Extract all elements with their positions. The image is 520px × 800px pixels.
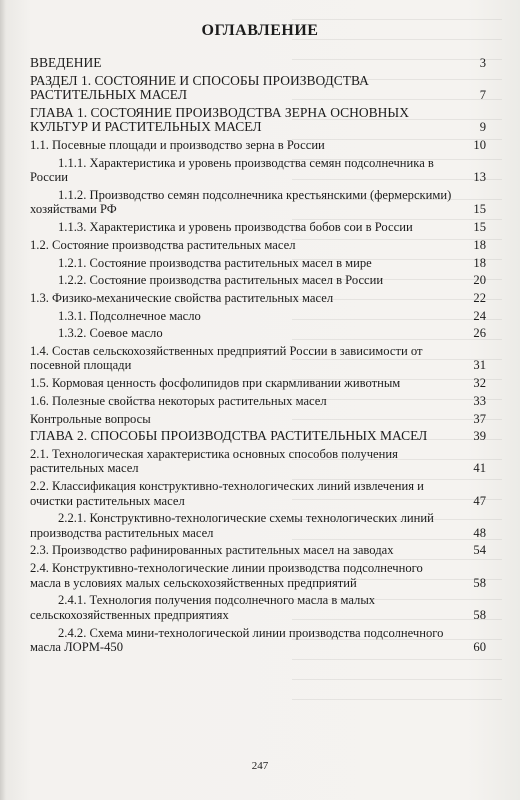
toc-entry-title: 2.3. Производство рафинированных растительных масел на заводах (30, 543, 394, 558)
toc-entry-title: 2.4.1. Технология получения подсолнечного масла в малых сельскохозяйственных предприятиях (30, 593, 376, 622)
toc-entry-page: 60 (473, 640, 486, 654)
toc-entry-title: 1.4. Состав сельскохозяйственных предприятий России в зависимости от посевной площади (30, 343, 423, 373)
toc-entry-title: РАЗДЕЛ 1. СОСТОЯНИЕ И СПОСОБЫ ПРОИЗВОДСТВА РАСТИТЕЛЬНЫХ МАСЕЛ (30, 72, 369, 103)
toc-entry-page: 3 (479, 56, 486, 70)
toc-entry-title: 1.1.2. Производство семян подсолнечника крестьянскими (фермерскими) хозяйствами РФ (30, 187, 452, 217)
toc-entry-title: 1.1.3. Характеристика и уровень производства бобов сои в России (58, 220, 413, 235)
toc-entry-page: 54 (473, 543, 486, 558)
toc-entry-page: 32 (473, 376, 486, 391)
toc-entry-title: 1.1.1. Характеристика и уровень производства семян подсолнечника в России (30, 155, 434, 185)
toc-entry-page: 58 (473, 607, 486, 622)
page-gutter-shadow (0, 0, 6, 800)
toc-entry-title: ВВЕДЕНИЕ (30, 55, 102, 70)
toc-entry-page: 31 (473, 358, 486, 373)
toc-entry (30, 309, 486, 324)
toc-entry-title: 2.1. Технологическая характеристика основных способов получения растительных масел (30, 446, 398, 476)
toc-entry-page: 33 (473, 393, 486, 408)
page-number: 247 (251, 760, 269, 772)
toc-entry-page: 26 (473, 326, 486, 341)
toc-entry (30, 238, 486, 253)
toc-entry-title: 2.4.2. Схема мини-технологической линии производства подсолнечного масла ЛОРМ-450 (30, 625, 444, 654)
toc-entry (30, 344, 486, 373)
toc-entry (30, 326, 486, 341)
toc-entry-page: 48 (473, 525, 486, 540)
toc-entry-title: 2.4. Конструктивно-технологические линии производства подсолнечного масла в условиях малых сельскохозяйственных предприятий (30, 561, 423, 590)
toc-entry-page: 15 (473, 202, 486, 217)
toc-entry (30, 138, 486, 153)
toc-entry-page: 7 (479, 88, 486, 103)
toc-entry (30, 394, 486, 409)
toc-entry-page: 18 (473, 237, 486, 252)
toc-entry (30, 429, 486, 444)
toc-entry-page: 18 (473, 255, 486, 270)
toc-entry-page: 39 (473, 429, 486, 444)
toc-entry-title: 1.3.1. Подсолнечное масло (58, 308, 201, 323)
toc-entry (30, 412, 486, 427)
toc-entry-page: 15 (473, 220, 486, 235)
toc-entry-title: 1.1. Посевные площади и производство зерна в России (30, 138, 325, 153)
toc-entry-title: 1.5. Кормовая ценность фосфолипидов при скармливании животным (30, 376, 401, 391)
toc-entry (30, 593, 486, 622)
toc-entry-title: 2.2. Классификация конструктивно-технологических линий извлечения и очистки растительных масел (30, 479, 424, 508)
toc-entry (30, 291, 486, 306)
toc-entry-title: ГЛАВА 2. СПОСОБЫ ПРОИЗВОДСТВА РАСТИТЕЛЬНЫХ МАСЕЛ (30, 428, 428, 444)
toc-entry-title: 1.3.2. Соевое масло (58, 326, 163, 341)
toc-entry-page: 20 (473, 273, 486, 288)
toc-entry-title: 1.2.1. Состояние производства растительных масел в мире (58, 255, 372, 270)
toc-entry-page: 41 (473, 461, 486, 476)
toc-entry-title: 1.6. Полезные свойства некоторых растительных масел (30, 393, 327, 408)
toc-entry-title: 1.3. Физико-механические свойства растительных масел (30, 290, 334, 305)
toc-entry-title: 2.2.1. Конструктивно-технологические схемы технологических линий производства растительных масел (30, 511, 434, 540)
toc-entry-page: 24 (473, 308, 486, 323)
toc-entry (30, 74, 486, 103)
toc-entry (30, 188, 486, 217)
toc-entry-page: 9 (479, 120, 486, 135)
toc-entry-title: ГЛАВА 1. СОСТОЯНИЕ ПРОИЗВОДСТВА ЗЕРНА ОСНОВНЫХ КУЛЬТУР И РАСТИТЕЛЬНЫХ МАСЕЛ (30, 104, 409, 135)
toc-entry-page: 10 (473, 138, 486, 153)
toc-entry-page: 22 (473, 290, 486, 305)
toc-entry-page: 37 (473, 411, 486, 426)
toc-entry (30, 376, 486, 391)
toc-entry (30, 220, 486, 235)
toc-entry-title: 1.2.2. Состояние производства растительных масел в России (58, 273, 384, 288)
toc-entry (30, 106, 486, 135)
toc-entry-page: 47 (473, 493, 486, 508)
toc-entry (30, 256, 486, 271)
toc-entry (30, 626, 486, 655)
toc-entry (30, 561, 486, 590)
toc-entry-title: Контрольные вопросы (30, 411, 151, 426)
toc-entry (30, 56, 486, 71)
toc-entry (30, 156, 486, 185)
toc-entry-page: 58 (473, 575, 486, 590)
page-title: ОГЛАВЛЕНИЕ (201, 22, 319, 39)
toc-entry (30, 479, 486, 508)
toc-entry (30, 273, 486, 288)
table-of-contents (30, 56, 486, 658)
toc-entry-page: 13 (473, 170, 486, 185)
toc-entry (30, 447, 486, 476)
toc-entry (30, 543, 486, 558)
toc-entry-title: 1.2. Состояние производства растительных масел (30, 237, 296, 252)
toc-entry (30, 511, 486, 540)
